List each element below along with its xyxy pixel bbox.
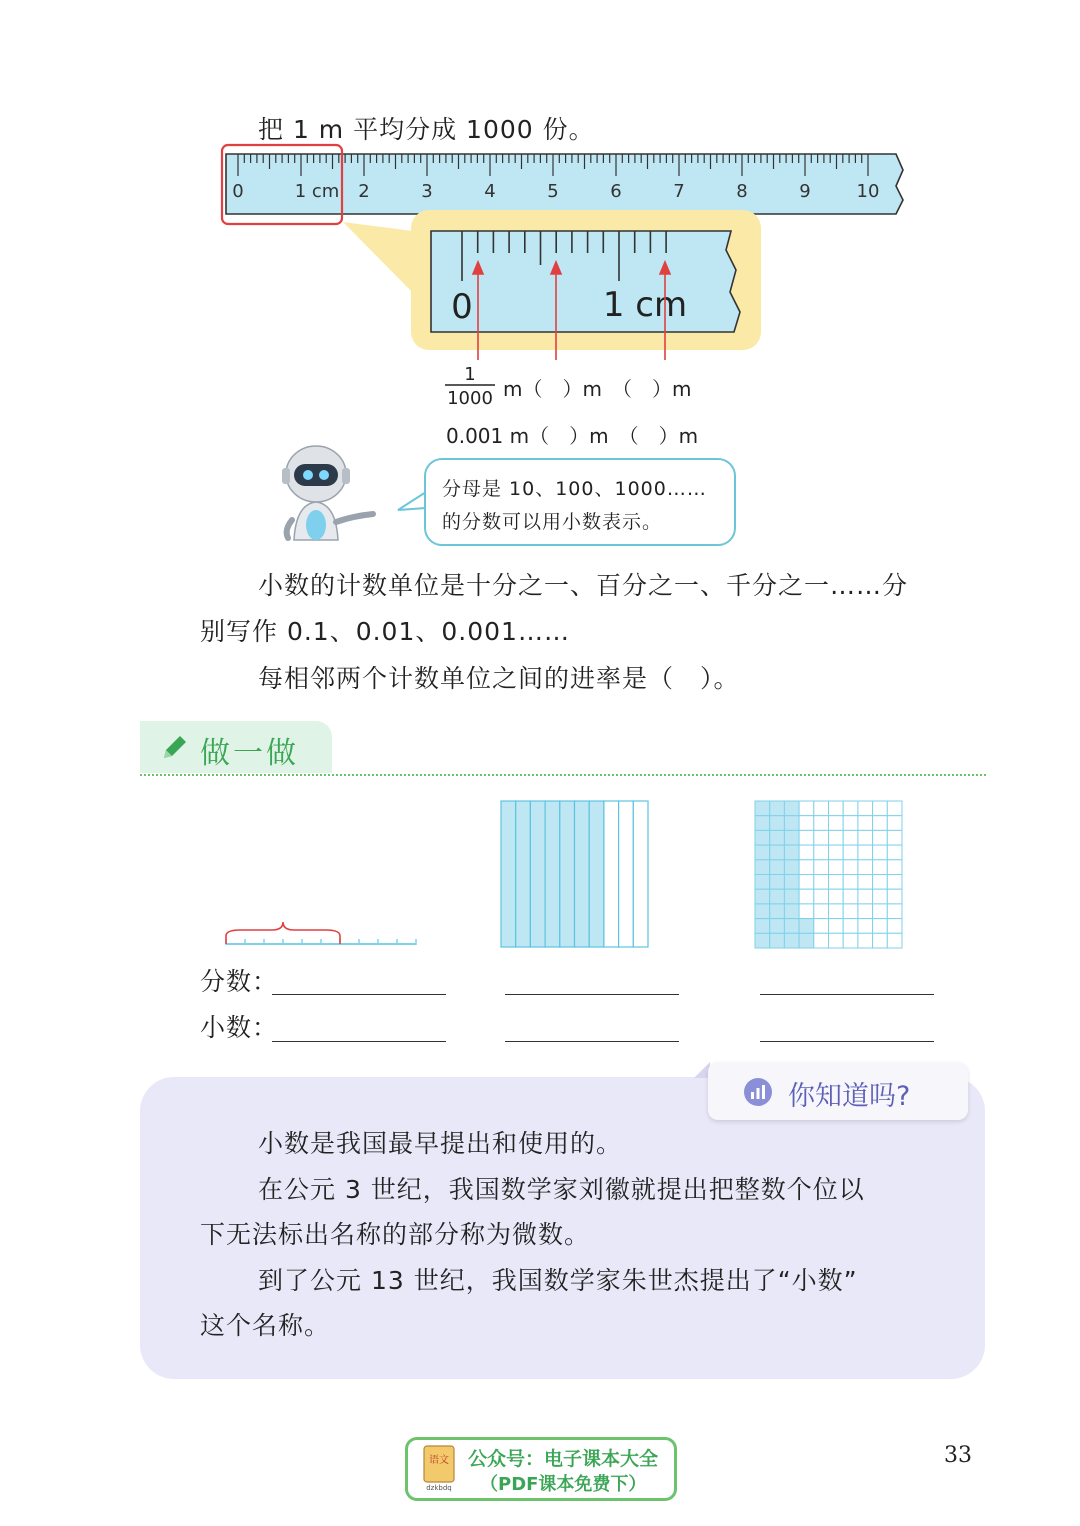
hundredth-cell xyxy=(784,830,799,845)
hundredth-cell xyxy=(829,830,844,845)
decimal-blank-2[interactable] xyxy=(505,1041,679,1042)
hundredth-cell xyxy=(770,889,785,904)
fraction-numerator: 1 xyxy=(464,364,476,385)
hundredth-cell xyxy=(799,889,814,904)
hundredth-cell xyxy=(799,904,814,919)
hundredth-cell xyxy=(755,875,770,890)
tenths-model xyxy=(501,801,648,947)
speech-bubble xyxy=(424,458,736,546)
ruler-number: 3 xyxy=(421,181,433,202)
hundredth-cell xyxy=(814,933,829,948)
hundredth-cell xyxy=(887,933,902,948)
did-you-know-title: 你知道吗? xyxy=(788,1081,911,1112)
intro-text: 把 1 m 平均分成 1000 份。 xyxy=(258,115,595,144)
hundredth-cell xyxy=(799,860,814,875)
hundredth-cell xyxy=(873,889,888,904)
hundredth-cell xyxy=(829,933,844,948)
practice-figures xyxy=(0,790,1080,960)
hundredth-cell xyxy=(799,875,814,890)
hundredth-cell xyxy=(755,801,770,816)
hundredth-cell xyxy=(755,919,770,934)
pencil-icon xyxy=(158,732,190,764)
hundredth-cell xyxy=(887,904,902,919)
hundredth-cell xyxy=(755,933,770,948)
fraction-denominator: 1000 xyxy=(447,388,493,409)
hundredth-cell xyxy=(873,919,888,934)
hundredth-cell xyxy=(858,830,873,845)
tenth-strip xyxy=(530,801,545,947)
hundredth-cell xyxy=(858,845,873,860)
did-line-2: 在公元 3 世纪，我国数学家刘徽就提出把整数个位以 xyxy=(258,1175,865,1204)
hundredths-model xyxy=(755,801,902,948)
hundredth-cell xyxy=(843,845,858,860)
hundredth-cell xyxy=(887,845,902,860)
page-number: 33 xyxy=(944,1443,972,1468)
hundredth-cell xyxy=(799,830,814,845)
footer-line-1: 公众号：电子课本大全 xyxy=(468,1448,659,1470)
hundredth-cell xyxy=(843,816,858,831)
ruler-number: 0 xyxy=(232,181,244,202)
callout-pointer xyxy=(343,222,420,300)
bubble-line-2: 的分数可以用小数表示。 xyxy=(442,511,663,533)
hundredth-cell xyxy=(873,830,888,845)
tenth-strip xyxy=(619,801,634,947)
did-line-5: 这个名称。 xyxy=(200,1311,331,1340)
tenth-strip xyxy=(633,801,648,947)
hundredth-cell xyxy=(843,801,858,816)
hundredth-cell xyxy=(814,816,829,831)
hundredth-cell xyxy=(814,904,829,919)
tenth-strip xyxy=(575,801,590,947)
hundredth-cell xyxy=(873,801,888,816)
hundredth-cell xyxy=(784,904,799,919)
hundredth-cell xyxy=(873,845,888,860)
hundredth-cell xyxy=(887,875,902,890)
svg-text:dzkbdq: dzkbdq xyxy=(426,1484,452,1492)
hundredth-cell xyxy=(887,801,902,816)
paragraph-1b: 别写作 0.1、0.01、0.001…… xyxy=(200,617,570,646)
hundredth-cell xyxy=(829,845,844,860)
hundredth-cell xyxy=(873,904,888,919)
ruler-number: 1 cm xyxy=(294,181,340,202)
hundredth-cell xyxy=(843,889,858,904)
hundredth-cell xyxy=(887,830,902,845)
tenth-strip xyxy=(604,801,619,947)
tenth-strip xyxy=(545,801,560,947)
hundredth-cell xyxy=(843,860,858,875)
hundredth-cell xyxy=(887,919,902,934)
hundredth-cell xyxy=(799,919,814,934)
hundredth-cell xyxy=(843,875,858,890)
did-line-4: 到了公元 13 世纪，我国数学家朱世杰提出了“小数” xyxy=(258,1266,858,1295)
decimal-label: 小数： xyxy=(200,1013,279,1042)
ruler-number: 5 xyxy=(547,181,559,202)
hundredth-cell xyxy=(814,875,829,890)
hundredth-cell xyxy=(770,919,785,934)
hundredth-cell xyxy=(858,801,873,816)
ruler-number: 9 xyxy=(799,181,811,202)
hundredth-cell xyxy=(770,860,785,875)
hundredth-cell xyxy=(755,889,770,904)
hundredth-cell xyxy=(829,904,844,919)
hundredth-cell xyxy=(814,860,829,875)
paragraph-2: 每相邻两个计数单位之间的进率是（ ）。 xyxy=(258,664,740,693)
hundredth-cell xyxy=(755,816,770,831)
hundredth-cell xyxy=(814,801,829,816)
decimal-blank-3[interactable] xyxy=(760,1041,934,1042)
footer-watermark xyxy=(405,1437,677,1501)
hundredth-cell xyxy=(843,919,858,934)
hundredth-cell xyxy=(770,904,785,919)
svg-text:语文: 语文 xyxy=(429,1455,449,1466)
tenth-strip xyxy=(516,801,531,947)
hundredth-cell xyxy=(784,860,799,875)
hundredth-cell xyxy=(814,845,829,860)
hundredth-cell xyxy=(784,845,799,860)
fraction-blank-2[interactable] xyxy=(505,994,679,995)
zoom-cm: 1 cm xyxy=(602,285,688,325)
hundredth-cell xyxy=(843,830,858,845)
bubble-line-1: 分母是 10、100、1000…… xyxy=(442,478,707,500)
book-icon xyxy=(418,1444,462,1492)
answer-row-decimal: 0.001 m（ ）m （ ）m xyxy=(446,424,699,448)
robot-illustration xyxy=(278,440,388,545)
fraction-label: 分数： xyxy=(200,967,279,996)
hundredth-cell xyxy=(784,875,799,890)
tenth-strip xyxy=(560,801,575,947)
hundredth-cell xyxy=(784,889,799,904)
hundredth-cell xyxy=(770,845,785,860)
hundredth-cell xyxy=(770,801,785,816)
hundredth-cell xyxy=(784,919,799,934)
hundredth-cell xyxy=(814,889,829,904)
practice-title: 做一做 xyxy=(200,736,299,771)
hundredth-cell xyxy=(829,875,844,890)
tenth-strip xyxy=(501,801,516,947)
hundredth-cell xyxy=(799,845,814,860)
hundredth-cell xyxy=(829,816,844,831)
chart-icon xyxy=(743,1077,773,1107)
tenth-strip xyxy=(589,801,604,947)
hundredth-cell xyxy=(799,816,814,831)
hundredth-cell xyxy=(843,904,858,919)
ruler-number: 8 xyxy=(736,181,748,202)
hundredth-cell xyxy=(770,933,785,948)
hundredth-cell xyxy=(843,933,858,948)
ruler-number: 6 xyxy=(610,181,622,202)
practice-divider xyxy=(140,774,986,776)
hundredth-cell xyxy=(887,816,902,831)
hundredth-cell xyxy=(829,919,844,934)
fraction-blank-1[interactable] xyxy=(272,994,446,995)
hundredth-cell xyxy=(858,889,873,904)
hundredth-cell xyxy=(755,860,770,875)
hundredth-cell xyxy=(784,801,799,816)
hundredth-cell xyxy=(829,801,844,816)
hundredth-cell xyxy=(829,860,844,875)
hundredth-cell xyxy=(814,830,829,845)
hundredth-cell xyxy=(873,860,888,875)
hundredth-cell xyxy=(770,875,785,890)
hundredth-cell xyxy=(858,875,873,890)
number-line xyxy=(226,922,416,945)
footer-line-2: （PDF课本免费下） xyxy=(480,1474,647,1495)
hundredth-cell xyxy=(858,860,873,875)
did-line-1: 小数是我国最早提出和使用的。 xyxy=(258,1129,623,1158)
hundredth-cell xyxy=(858,904,873,919)
ruler-number: 7 xyxy=(673,181,685,202)
hundredth-cell xyxy=(770,830,785,845)
ruler-number: 4 xyxy=(484,181,496,202)
hundredth-cell xyxy=(799,801,814,816)
hundredth-cell xyxy=(814,919,829,934)
decimal-blank-1[interactable] xyxy=(272,1041,446,1042)
ruler-number: 2 xyxy=(358,181,370,202)
hundredth-cell xyxy=(755,904,770,919)
hundredth-cell xyxy=(873,875,888,890)
hundredth-cell xyxy=(858,933,873,948)
answer-row-fraction: m（ ）m （ ）m xyxy=(503,377,692,401)
hundredth-cell xyxy=(873,816,888,831)
hundredth-cell xyxy=(858,816,873,831)
hundredth-cell xyxy=(755,830,770,845)
hundredth-cell xyxy=(887,889,902,904)
fraction-blank-3[interactable] xyxy=(760,994,934,995)
hundredth-cell xyxy=(755,845,770,860)
hundredth-cell xyxy=(770,816,785,831)
hundredth-cell xyxy=(799,933,814,948)
hundredth-cell xyxy=(858,919,873,934)
paragraph-1a: 小数的计数单位是十分之一、百分之一、千分之一……分 xyxy=(258,571,909,600)
hundredth-cell xyxy=(829,889,844,904)
did-line-3: 下无法标出名称的部分称为微数。 xyxy=(200,1220,591,1249)
zoom-zero: 0 xyxy=(451,287,473,327)
hundredth-cell xyxy=(887,860,902,875)
ruler-number: 10 xyxy=(856,181,880,202)
hundredth-cell xyxy=(873,933,888,948)
hundredth-cell xyxy=(784,933,799,948)
hundredth-cell xyxy=(784,816,799,831)
